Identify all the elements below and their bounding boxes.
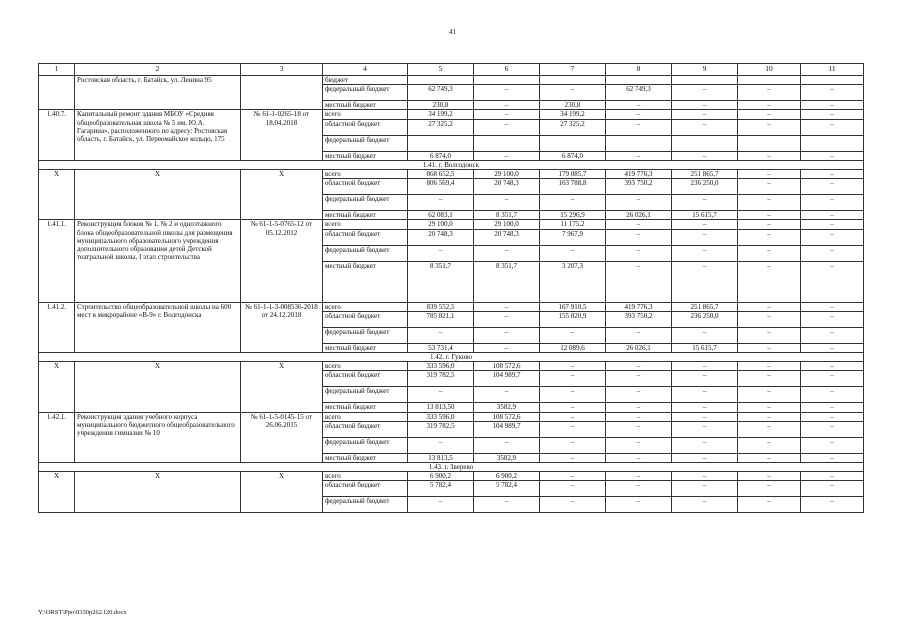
budget-source: областной бюджет bbox=[323, 421, 408, 437]
value-cell: – bbox=[738, 220, 801, 229]
value-cell: – bbox=[540, 85, 606, 101]
value-cell: – bbox=[738, 472, 801, 481]
budget-source: федеральный бюджет bbox=[323, 195, 408, 211]
value-cell: – bbox=[474, 327, 540, 343]
value-cell: – bbox=[801, 362, 864, 371]
value-cell: – bbox=[408, 437, 474, 453]
value-cell: – bbox=[738, 497, 801, 513]
value-cell: 393 750,2 bbox=[606, 179, 672, 195]
value-cell: – bbox=[801, 101, 864, 110]
row-number bbox=[39, 76, 75, 110]
value-cell: – bbox=[801, 403, 864, 412]
value-cell: 34 199,2 bbox=[408, 110, 474, 119]
value-cell: – bbox=[672, 151, 738, 160]
value-cell: – bbox=[474, 85, 540, 101]
value-cell: – bbox=[474, 437, 540, 453]
value-cell: – bbox=[474, 245, 540, 261]
value-cell: – bbox=[540, 327, 606, 343]
value-cell: – bbox=[606, 119, 672, 135]
value-cell: – bbox=[801, 437, 864, 453]
value-cell: 236 250,0 bbox=[672, 179, 738, 195]
budget-source: областной бюджет bbox=[323, 229, 408, 245]
value-cell: 27 325,2 bbox=[540, 119, 606, 135]
value-cell: – bbox=[672, 220, 738, 229]
document-ref: X bbox=[241, 362, 323, 412]
budget-source: местный бюджет bbox=[323, 453, 408, 462]
object-name: Реконструкция здания учебного корпуса муниципального бюджетного общеобразовательного учреждения гимназии № 10 bbox=[75, 412, 241, 462]
value-cell: – bbox=[540, 412, 606, 421]
budget-source: областной бюджет bbox=[323, 119, 408, 135]
value-cell: 319 782,5 bbox=[408, 421, 474, 437]
value-cell bbox=[672, 76, 738, 85]
value-cell: 155 820,9 bbox=[540, 311, 606, 327]
value-cell: – bbox=[672, 437, 738, 453]
value-cell: 5 782,4 bbox=[408, 481, 474, 497]
value-cell: 27 325,2 bbox=[408, 119, 474, 135]
value-cell bbox=[408, 135, 474, 151]
value-cell: 26 026,1 bbox=[606, 211, 672, 220]
table-row bbox=[39, 220, 864, 229]
header-row bbox=[39, 64, 864, 76]
value-cell: – bbox=[606, 481, 672, 497]
value-cell: – bbox=[801, 179, 864, 195]
value-cell: – bbox=[672, 371, 738, 387]
value-cell: 319 782,5 bbox=[408, 371, 474, 387]
table-row bbox=[39, 76, 864, 85]
value-cell: 167 910,5 bbox=[540, 302, 606, 311]
budget-source: местный бюджет bbox=[323, 343, 408, 352]
value-cell: 20 748,3 bbox=[474, 179, 540, 195]
value-cell: – bbox=[606, 421, 672, 437]
value-cell: 806 569,4 bbox=[408, 179, 474, 195]
budget-source: федеральный бюджет bbox=[323, 437, 408, 453]
budget-source: федеральный бюджет bbox=[323, 245, 408, 261]
value-cell: – bbox=[540, 481, 606, 497]
value-cell: 13 813,50 bbox=[408, 403, 474, 412]
budget-source: федеральный бюджет bbox=[323, 497, 408, 513]
value-cell: – bbox=[801, 327, 864, 343]
value-cell: – bbox=[606, 245, 672, 261]
value-cell: – bbox=[672, 421, 738, 437]
object-name: X bbox=[75, 472, 241, 513]
value-cell bbox=[672, 135, 738, 151]
value-cell: – bbox=[801, 311, 864, 327]
value-cell: – bbox=[408, 497, 474, 513]
document-ref: X bbox=[241, 170, 323, 220]
table-row bbox=[39, 170, 864, 179]
value-cell: – bbox=[672, 403, 738, 412]
value-cell: 15 296,9 bbox=[540, 211, 606, 220]
value-cell: – bbox=[540, 387, 606, 403]
value-cell: – bbox=[801, 110, 864, 119]
value-cell: 230,8 bbox=[540, 101, 606, 110]
document-ref: № 61-1-0265-18 от 18.04.2018 bbox=[241, 110, 323, 160]
value-cell: – bbox=[540, 497, 606, 513]
value-cell: – bbox=[738, 421, 801, 437]
value-cell: – bbox=[738, 229, 801, 245]
value-cell: – bbox=[474, 119, 540, 135]
value-cell: – bbox=[738, 371, 801, 387]
value-cell: – bbox=[606, 497, 672, 513]
object-name: Реконструкция блоков № 1, № 2 и одноэтажного блока общеобразовательной школы для размещения муниципального образовательного учреждения дополнительного образования детей Детской театральной школы, I этап строительства bbox=[75, 220, 241, 302]
value-cell: – bbox=[738, 412, 801, 421]
value-cell: – bbox=[738, 403, 801, 412]
value-cell: 13 813,5 bbox=[408, 453, 474, 462]
value-cell: – bbox=[474, 311, 540, 327]
value-cell: 6 900,2 bbox=[408, 472, 474, 481]
value-cell: – bbox=[408, 245, 474, 261]
value-cell: – bbox=[672, 472, 738, 481]
value-cell: – bbox=[801, 195, 864, 211]
value-cell: – bbox=[738, 151, 801, 160]
value-cell bbox=[738, 135, 801, 151]
value-cell: 8 351,7 bbox=[474, 261, 540, 302]
value-cell: 7 967,9 bbox=[540, 229, 606, 245]
value-cell: – bbox=[738, 119, 801, 135]
value-cell: 236 250,0 bbox=[672, 311, 738, 327]
value-cell: – bbox=[408, 195, 474, 211]
row-number: X bbox=[39, 362, 75, 412]
section-title: 1.41. г. Волгодонск bbox=[39, 160, 864, 169]
value-cell: – bbox=[672, 261, 738, 302]
value-cell: – bbox=[474, 302, 540, 311]
value-cell: 6 874,0 bbox=[540, 151, 606, 160]
value-cell: – bbox=[801, 211, 864, 220]
value-cell: – bbox=[672, 85, 738, 101]
value-cell: – bbox=[606, 437, 672, 453]
value-cell: 104 989,7 bbox=[474, 421, 540, 437]
value-cell: – bbox=[738, 85, 801, 101]
value-cell: – bbox=[606, 472, 672, 481]
row-number: 1.41.1. bbox=[39, 220, 75, 302]
value-cell: – bbox=[672, 101, 738, 110]
value-cell: – bbox=[801, 387, 864, 403]
budget-source: всего bbox=[323, 362, 408, 371]
value-cell: – bbox=[474, 387, 540, 403]
value-cell: 179 085,7 bbox=[540, 170, 606, 179]
value-cell: 20 748,3 bbox=[474, 229, 540, 245]
value-cell: – bbox=[540, 453, 606, 462]
budget-source: областной бюджет bbox=[323, 311, 408, 327]
budget-source: местный бюджет bbox=[323, 101, 408, 110]
value-cell bbox=[738, 76, 801, 85]
section-row bbox=[39, 160, 864, 169]
object-name: Ростовская область, г. Батайск, ул. Ленина 95 bbox=[75, 76, 241, 110]
value-cell: – bbox=[606, 403, 672, 412]
value-cell: – bbox=[606, 362, 672, 371]
value-cell: – bbox=[408, 387, 474, 403]
value-cell: – bbox=[801, 453, 864, 462]
section-title: 1.42. г. Гуково bbox=[39, 353, 864, 362]
budget-source: всего bbox=[323, 170, 408, 179]
value-cell: – bbox=[540, 437, 606, 453]
value-cell: – bbox=[672, 497, 738, 513]
value-cell: – bbox=[672, 229, 738, 245]
value-cell: – bbox=[738, 170, 801, 179]
value-cell: 29 100,0 bbox=[474, 220, 540, 229]
value-cell: – bbox=[801, 481, 864, 497]
value-cell bbox=[474, 135, 540, 151]
value-cell: – bbox=[606, 261, 672, 302]
value-cell: 20 748,3 bbox=[408, 229, 474, 245]
value-cell: – bbox=[672, 481, 738, 497]
value-cell: – bbox=[738, 211, 801, 220]
budget-source: федеральный бюджет bbox=[323, 387, 408, 403]
value-cell: – bbox=[672, 327, 738, 343]
value-cell: 15 615,7 bbox=[672, 211, 738, 220]
header-cell: 3 bbox=[241, 64, 323, 76]
value-cell: 230,8 bbox=[408, 101, 474, 110]
value-cell: 26 026,1 bbox=[606, 343, 672, 352]
budget-source: всего bbox=[323, 412, 408, 421]
value-cell: – bbox=[738, 453, 801, 462]
object-name: Капитальный ремонт здания МБОУ «Средняя общеобразовательная школа № 5 им. Ю.А. Гагарина», расположенного по адресу: Ростовская область, г. Батайск, ул. Первомайское кольцо, 175 bbox=[75, 110, 241, 160]
value-cell: – bbox=[540, 472, 606, 481]
value-cell: – bbox=[801, 421, 864, 437]
value-cell bbox=[540, 76, 606, 85]
value-cell: – bbox=[801, 229, 864, 245]
value-cell: 104 989,7 bbox=[474, 371, 540, 387]
value-cell: – bbox=[474, 195, 540, 211]
value-cell: 333 596,0 bbox=[408, 412, 474, 421]
document-ref bbox=[241, 76, 323, 110]
value-cell: – bbox=[474, 497, 540, 513]
value-cell: – bbox=[672, 245, 738, 261]
value-cell: 12 089,6 bbox=[540, 343, 606, 352]
value-cell: 108 572,6 bbox=[474, 362, 540, 371]
value-cell: – bbox=[540, 362, 606, 371]
value-cell: 34 199,2 bbox=[540, 110, 606, 119]
value-cell: – bbox=[672, 119, 738, 135]
row-number: 1.41.2. bbox=[39, 302, 75, 352]
value-cell: 3582,9 bbox=[474, 403, 540, 412]
value-cell: 5 782,4 bbox=[474, 481, 540, 497]
value-cell: – bbox=[606, 371, 672, 387]
value-cell: 108 572,6 bbox=[474, 412, 540, 421]
table-row bbox=[39, 302, 864, 311]
budget-source: областной бюджет bbox=[323, 179, 408, 195]
budget-source: бюджет bbox=[323, 76, 408, 85]
value-cell: 62 749,3 bbox=[408, 85, 474, 101]
value-cell: – bbox=[606, 327, 672, 343]
value-cell: – bbox=[801, 170, 864, 179]
header-cell: 7 bbox=[540, 64, 606, 76]
value-cell: – bbox=[672, 362, 738, 371]
budget-source: всего bbox=[323, 220, 408, 229]
value-cell: – bbox=[540, 421, 606, 437]
value-cell: – bbox=[540, 403, 606, 412]
value-cell bbox=[540, 135, 606, 151]
value-cell: 393 750,2 bbox=[606, 311, 672, 327]
budget-source: местный бюджет bbox=[323, 261, 408, 302]
budget-source: областной бюджет bbox=[323, 481, 408, 497]
value-cell: – bbox=[738, 387, 801, 403]
value-cell: – bbox=[606, 453, 672, 462]
value-cell: – bbox=[672, 195, 738, 211]
value-cell: – bbox=[738, 481, 801, 497]
value-cell: – bbox=[606, 220, 672, 229]
value-cell: – bbox=[672, 110, 738, 119]
value-cell: – bbox=[408, 327, 474, 343]
value-cell: – bbox=[672, 453, 738, 462]
value-cell: – bbox=[738, 302, 801, 311]
budget-source: всего bbox=[323, 472, 408, 481]
value-cell: 163 788,8 bbox=[540, 179, 606, 195]
value-cell: – bbox=[672, 387, 738, 403]
document-ref: X bbox=[241, 472, 323, 513]
header-cell: 10 bbox=[738, 64, 801, 76]
value-cell: 29 100,0 bbox=[408, 220, 474, 229]
budget-source: федеральный бюджет bbox=[323, 135, 408, 151]
value-cell: 839 552,5 bbox=[408, 302, 474, 311]
value-cell: – bbox=[540, 195, 606, 211]
value-cell: – bbox=[738, 343, 801, 352]
table-row bbox=[39, 362, 864, 371]
budget-source: местный бюджет bbox=[323, 211, 408, 220]
header-cell: 2 bbox=[75, 64, 241, 76]
value-cell: – bbox=[801, 497, 864, 513]
value-cell: 333 596,0 bbox=[408, 362, 474, 371]
value-cell: – bbox=[606, 151, 672, 160]
value-cell: 15 615,7 bbox=[672, 343, 738, 352]
value-cell: 419 776,3 bbox=[606, 170, 672, 179]
value-cell: 3582,9 bbox=[474, 453, 540, 462]
table-row bbox=[39, 472, 864, 481]
value-cell: 11 175,2 bbox=[540, 220, 606, 229]
value-cell: – bbox=[474, 110, 540, 119]
row-number: X bbox=[39, 170, 75, 220]
value-cell: 53 731,4 bbox=[408, 343, 474, 352]
value-cell: – bbox=[474, 151, 540, 160]
value-cell: – bbox=[801, 371, 864, 387]
value-cell: 6 900,2 bbox=[474, 472, 540, 481]
budget-source: всего bbox=[323, 110, 408, 119]
value-cell: – bbox=[606, 412, 672, 421]
value-cell: – bbox=[801, 220, 864, 229]
row-number: 1.40.7. bbox=[39, 110, 75, 160]
object-name: Строительство общеобразовательной школы на 600 мест в микрорайоне «В-9» г. Волгодонска bbox=[75, 302, 241, 352]
footer-path: Y:\ORST\Ppo\0330p262.f20.docx bbox=[38, 609, 127, 616]
value-cell: – bbox=[738, 110, 801, 119]
value-cell: 251 865,7 bbox=[672, 302, 738, 311]
value-cell: – bbox=[801, 85, 864, 101]
value-cell: 62 749,3 bbox=[606, 85, 672, 101]
header-cell: 5 bbox=[408, 64, 474, 76]
header-cell: 11 bbox=[801, 64, 864, 76]
value-cell: 785 821,1 bbox=[408, 311, 474, 327]
value-cell: 419 776,3 bbox=[606, 302, 672, 311]
header-cell: 4 bbox=[323, 64, 408, 76]
program-table bbox=[38, 63, 864, 513]
row-number: 1.42.1. bbox=[39, 412, 75, 462]
value-cell: 62 083,1 bbox=[408, 211, 474, 220]
section-title: 1.43. г. Зверево bbox=[39, 463, 864, 472]
value-cell: – bbox=[606, 110, 672, 119]
value-cell bbox=[474, 76, 540, 85]
value-cell: – bbox=[801, 261, 864, 302]
value-cell bbox=[408, 76, 474, 85]
value-cell: – bbox=[606, 101, 672, 110]
document-ref: № 61-1-1-3-008536-2018 от 24.12.2018 bbox=[241, 302, 323, 352]
value-cell bbox=[801, 135, 864, 151]
value-cell: – bbox=[801, 412, 864, 421]
value-cell: – bbox=[801, 343, 864, 352]
value-cell: 251 865,7 bbox=[672, 170, 738, 179]
value-cell: – bbox=[474, 101, 540, 110]
value-cell: – bbox=[738, 362, 801, 371]
object-name: X bbox=[75, 170, 241, 220]
value-cell: – bbox=[801, 245, 864, 261]
row-number: X bbox=[39, 472, 75, 513]
value-cell: – bbox=[672, 412, 738, 421]
value-cell: – bbox=[801, 302, 864, 311]
value-cell: – bbox=[606, 195, 672, 211]
value-cell: – bbox=[801, 119, 864, 135]
header-cell: 6 bbox=[474, 64, 540, 76]
header-cell: 8 bbox=[606, 64, 672, 76]
value-cell: 8 351,7 bbox=[408, 261, 474, 302]
value-cell: 868 652,5 bbox=[408, 170, 474, 179]
value-cell: – bbox=[540, 245, 606, 261]
budget-source: местный бюджет bbox=[323, 403, 408, 412]
value-cell: – bbox=[738, 437, 801, 453]
value-cell: – bbox=[474, 343, 540, 352]
section-row bbox=[39, 463, 864, 472]
value-cell bbox=[606, 135, 672, 151]
value-cell: 6 874,0 bbox=[408, 151, 474, 160]
value-cell: – bbox=[801, 472, 864, 481]
value-cell: – bbox=[738, 311, 801, 327]
value-cell: – bbox=[540, 371, 606, 387]
header-cell: 9 bbox=[672, 64, 738, 76]
section-row bbox=[39, 353, 864, 362]
value-cell: – bbox=[738, 195, 801, 211]
value-cell: – bbox=[738, 261, 801, 302]
table-row bbox=[39, 110, 864, 119]
budget-source: федеральный бюджет bbox=[323, 327, 408, 343]
value-cell: – bbox=[606, 229, 672, 245]
value-cell: 3 207,3 bbox=[540, 261, 606, 302]
header-cell: 1 bbox=[39, 64, 75, 76]
value-cell: – bbox=[606, 387, 672, 403]
value-cell: – bbox=[738, 245, 801, 261]
budget-source: всего bbox=[323, 302, 408, 311]
document-ref: № 61-1-5-0145-15 от 26.06.2015 bbox=[241, 412, 323, 462]
value-cell: 29 100,0 bbox=[474, 170, 540, 179]
budget-source: областной бюджет bbox=[323, 371, 408, 387]
value-cell: 8 351,7 bbox=[474, 211, 540, 220]
value-cell bbox=[801, 76, 864, 85]
value-cell: – bbox=[738, 101, 801, 110]
value-cell bbox=[606, 76, 672, 85]
page-number: 41 bbox=[449, 28, 456, 36]
budget-source: федеральный бюджет bbox=[323, 85, 408, 101]
value-cell: – bbox=[738, 327, 801, 343]
document-ref: № 61-1-5-0765-12 от 05.12.2012 bbox=[241, 220, 323, 302]
table-row bbox=[39, 412, 864, 421]
budget-source: местный бюджет bbox=[323, 151, 408, 160]
object-name: X bbox=[75, 362, 241, 412]
value-cell: – bbox=[738, 179, 801, 195]
value-cell: – bbox=[801, 151, 864, 160]
